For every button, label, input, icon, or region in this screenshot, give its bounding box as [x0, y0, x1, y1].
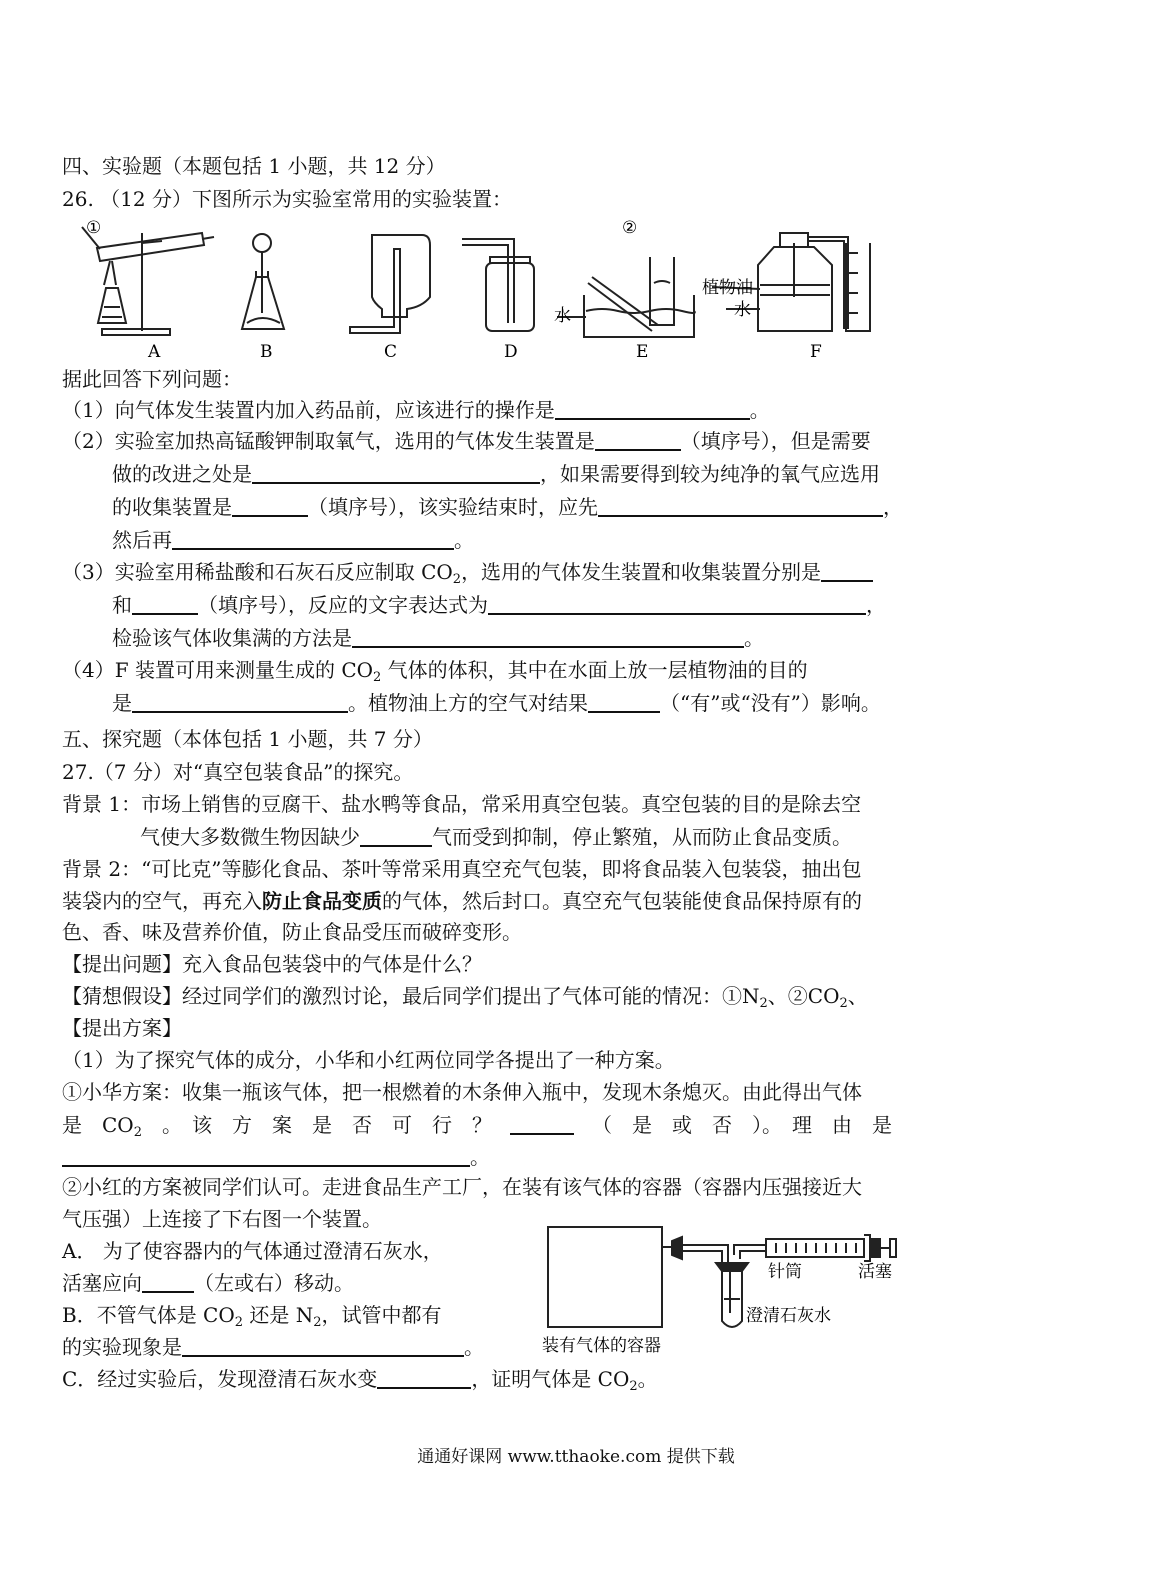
- gas-container: [548, 1227, 662, 1327]
- piston-label: 活塞: [858, 1262, 892, 1282]
- q26-4-line1: （4）F 装置可用来测量生成的 $CO_2$ 气体的体积，其中在水面上放一层植物油的目的: [62, 658, 808, 685]
- answer-blank[interactable]: [595, 427, 681, 451]
- water-f-label: 水: [734, 300, 751, 320]
- answer-blank[interactable]: [598, 493, 883, 517]
- q26-2-line3: 的收集装置是 （填序号），该实验结束时，应先 ，: [112, 495, 903, 519]
- xiaohong-line1: ②小红的方案被同学们认可。走进食品生产工厂，在装有该气体的容器（容器内压强接近大: [62, 1175, 862, 1199]
- mark-1-label: ①: [86, 218, 102, 238]
- apparatus-d: [462, 239, 534, 331]
- item-c-line1: C．经过实验后，发现澄清石灰水变 ，证明气体是 $CO_2$。: [62, 1367, 658, 1394]
- item-b-line2: 的实验现象是 。: [62, 1335, 484, 1359]
- apparatus-figure: [62, 213, 892, 363]
- xiaohong-line2: 气压强）上连接了下右图一个装置。: [62, 1207, 382, 1231]
- q26-2-line2: 做的改进之处是 ，如果需要得到较为纯净的氧气应选用: [112, 462, 880, 486]
- q26-3-line1: （3）实验室用稀盐酸和石灰石反应制取 $CO_2$，选用的气体发生装置和收集装置分别是: [62, 557, 873, 587]
- item-b-line1: B．不管气体是 $CO_2$ 还是 $N_2$，试管中都有: [62, 1303, 442, 1330]
- apparatus-c: [350, 235, 430, 333]
- raise-question: 【提出问题】充入食品包装袋中的气体是什么？: [62, 952, 482, 976]
- label-a: A: [148, 342, 161, 362]
- apparatus-b: [242, 234, 284, 329]
- water-e-label: 水: [554, 306, 571, 326]
- propose-plan: 【提出方案】: [62, 1016, 182, 1040]
- xiaohua-line1: ①小华方案：收集一瓶该气体，把一根燃着的木条伸入瓶中，发现木条熄灭。由此得出气体: [62, 1080, 862, 1104]
- answer-prompt: 据此回答下列问题：: [62, 367, 242, 391]
- syringe-label: 针筒: [768, 1262, 802, 1282]
- hypothesis: 【猜想假设】经过同学们的激烈讨论，最后同学们提出了气体可能的情况：$①N_2$、$②CO_2$、: [62, 984, 868, 1011]
- background2-line2: 装袋内的空气，再充入防止食品变质的气体，然后封口。真空充气包装能使食品保持原有的: [62, 889, 862, 913]
- xiaohua-line2: 是 $CO_2$ 。 该 方 案 是 否 可 行 ？ （ 是 或 否 ）。 理 由 是: [62, 1113, 892, 1140]
- answer-blank[interactable]: [182, 1333, 464, 1357]
- container-label: 装有气体的容器: [542, 1336, 661, 1355]
- q26-3-line3: 检验该气体收集满的方法是 。: [112, 626, 764, 650]
- container-syringe-figure: [540, 1225, 910, 1355]
- q26-1: （1）向气体发生装置内加入药品前，应该进行的操作是 。: [62, 398, 770, 422]
- q27-intro: 27.（7 分）对“真空包装食品”的探究。: [62, 760, 414, 784]
- apparatus-e: [557, 257, 695, 337]
- answer-blank[interactable]: [588, 689, 660, 713]
- answer-blank[interactable]: [821, 558, 873, 582]
- label-c: C: [384, 342, 398, 362]
- section5-title: 五、探究题（本体包括 1 小题，共 7 分）: [62, 727, 433, 751]
- mark-2-label: ②: [622, 218, 638, 238]
- answer-blank[interactable]: [377, 1365, 471, 1389]
- stopper: [716, 1263, 748, 1271]
- q26-intro: 26. （12 分）下图所示为实验室常用的实验装置：: [62, 187, 512, 211]
- answer-blank[interactable]: [142, 1269, 194, 1293]
- answer-blank[interactable]: [555, 396, 750, 420]
- item-a-line1: A． 为了使容器内的气体通过澄清石灰水，: [62, 1239, 443, 1263]
- background2-line1: 背景 2：“可比克”等膨化食品、茶叶等常采用真空充气包装，即将食品装入包装袋，抽出包: [62, 857, 862, 881]
- apparatus-a: [82, 227, 214, 335]
- label-b: B: [260, 342, 273, 362]
- answer-blank[interactable]: [360, 823, 432, 847]
- answer-blank[interactable]: [132, 591, 198, 615]
- label-d: D: [504, 342, 518, 362]
- answer-blank[interactable]: [510, 1111, 574, 1135]
- label-e: E: [636, 342, 649, 362]
- syringe-piston: [872, 1239, 880, 1257]
- label-f: F: [810, 342, 822, 362]
- answer-blank[interactable]: [252, 460, 540, 484]
- background1-line2: 气使大多数微生物因缺少 气而受到抑制，停止繁殖，从而防止食品变质。: [140, 825, 852, 849]
- answer-blank[interactable]: [132, 689, 348, 713]
- q26-3-line2: 和 （填序号），反应的文字表达式为 ，: [112, 593, 886, 617]
- answer-blank[interactable]: [488, 591, 866, 615]
- plan-1: （1）为了探究气体的成分，小华和小红两位同学各提出了一种方案。: [62, 1048, 675, 1072]
- answer-blank[interactable]: [62, 1143, 470, 1167]
- section4-title: 四、实验题（本题包括 1 小题，共 12 分）: [62, 154, 446, 178]
- footer: 通通好课网 www.tthaoke.com 提供下载: [417, 1447, 735, 1467]
- limewater-label: 澄清石灰水: [746, 1306, 831, 1326]
- answer-blank[interactable]: [352, 624, 744, 648]
- q26-2-line1: （2）实验室加热高锰酸钾制取氧气，选用的气体发生装置是 （填序号），但是需要: [62, 429, 871, 453]
- background1-line1: 背景 1：市场上销售的豆腐干、盐水鸭等食品，常采用真空包装。真空包装的目的是除去空: [62, 792, 862, 816]
- oil-label: 植物油: [702, 278, 753, 298]
- q26-4-line2: 是 。植物油上方的空气对结果 （“有”或“没有”）影响。: [112, 691, 881, 715]
- background2-line3: 色、香、味及营养价值，防止食品受压而破碎变形。: [62, 920, 522, 944]
- item-a-line2: 活塞应向 （左或右）移动。: [62, 1271, 354, 1295]
- answer-blank[interactable]: [232, 493, 308, 517]
- q26-2-line4: 然后再 。: [112, 528, 474, 552]
- answer-blank[interactable]: [172, 526, 454, 550]
- xiaohua-line3: 。: [62, 1142, 490, 1172]
